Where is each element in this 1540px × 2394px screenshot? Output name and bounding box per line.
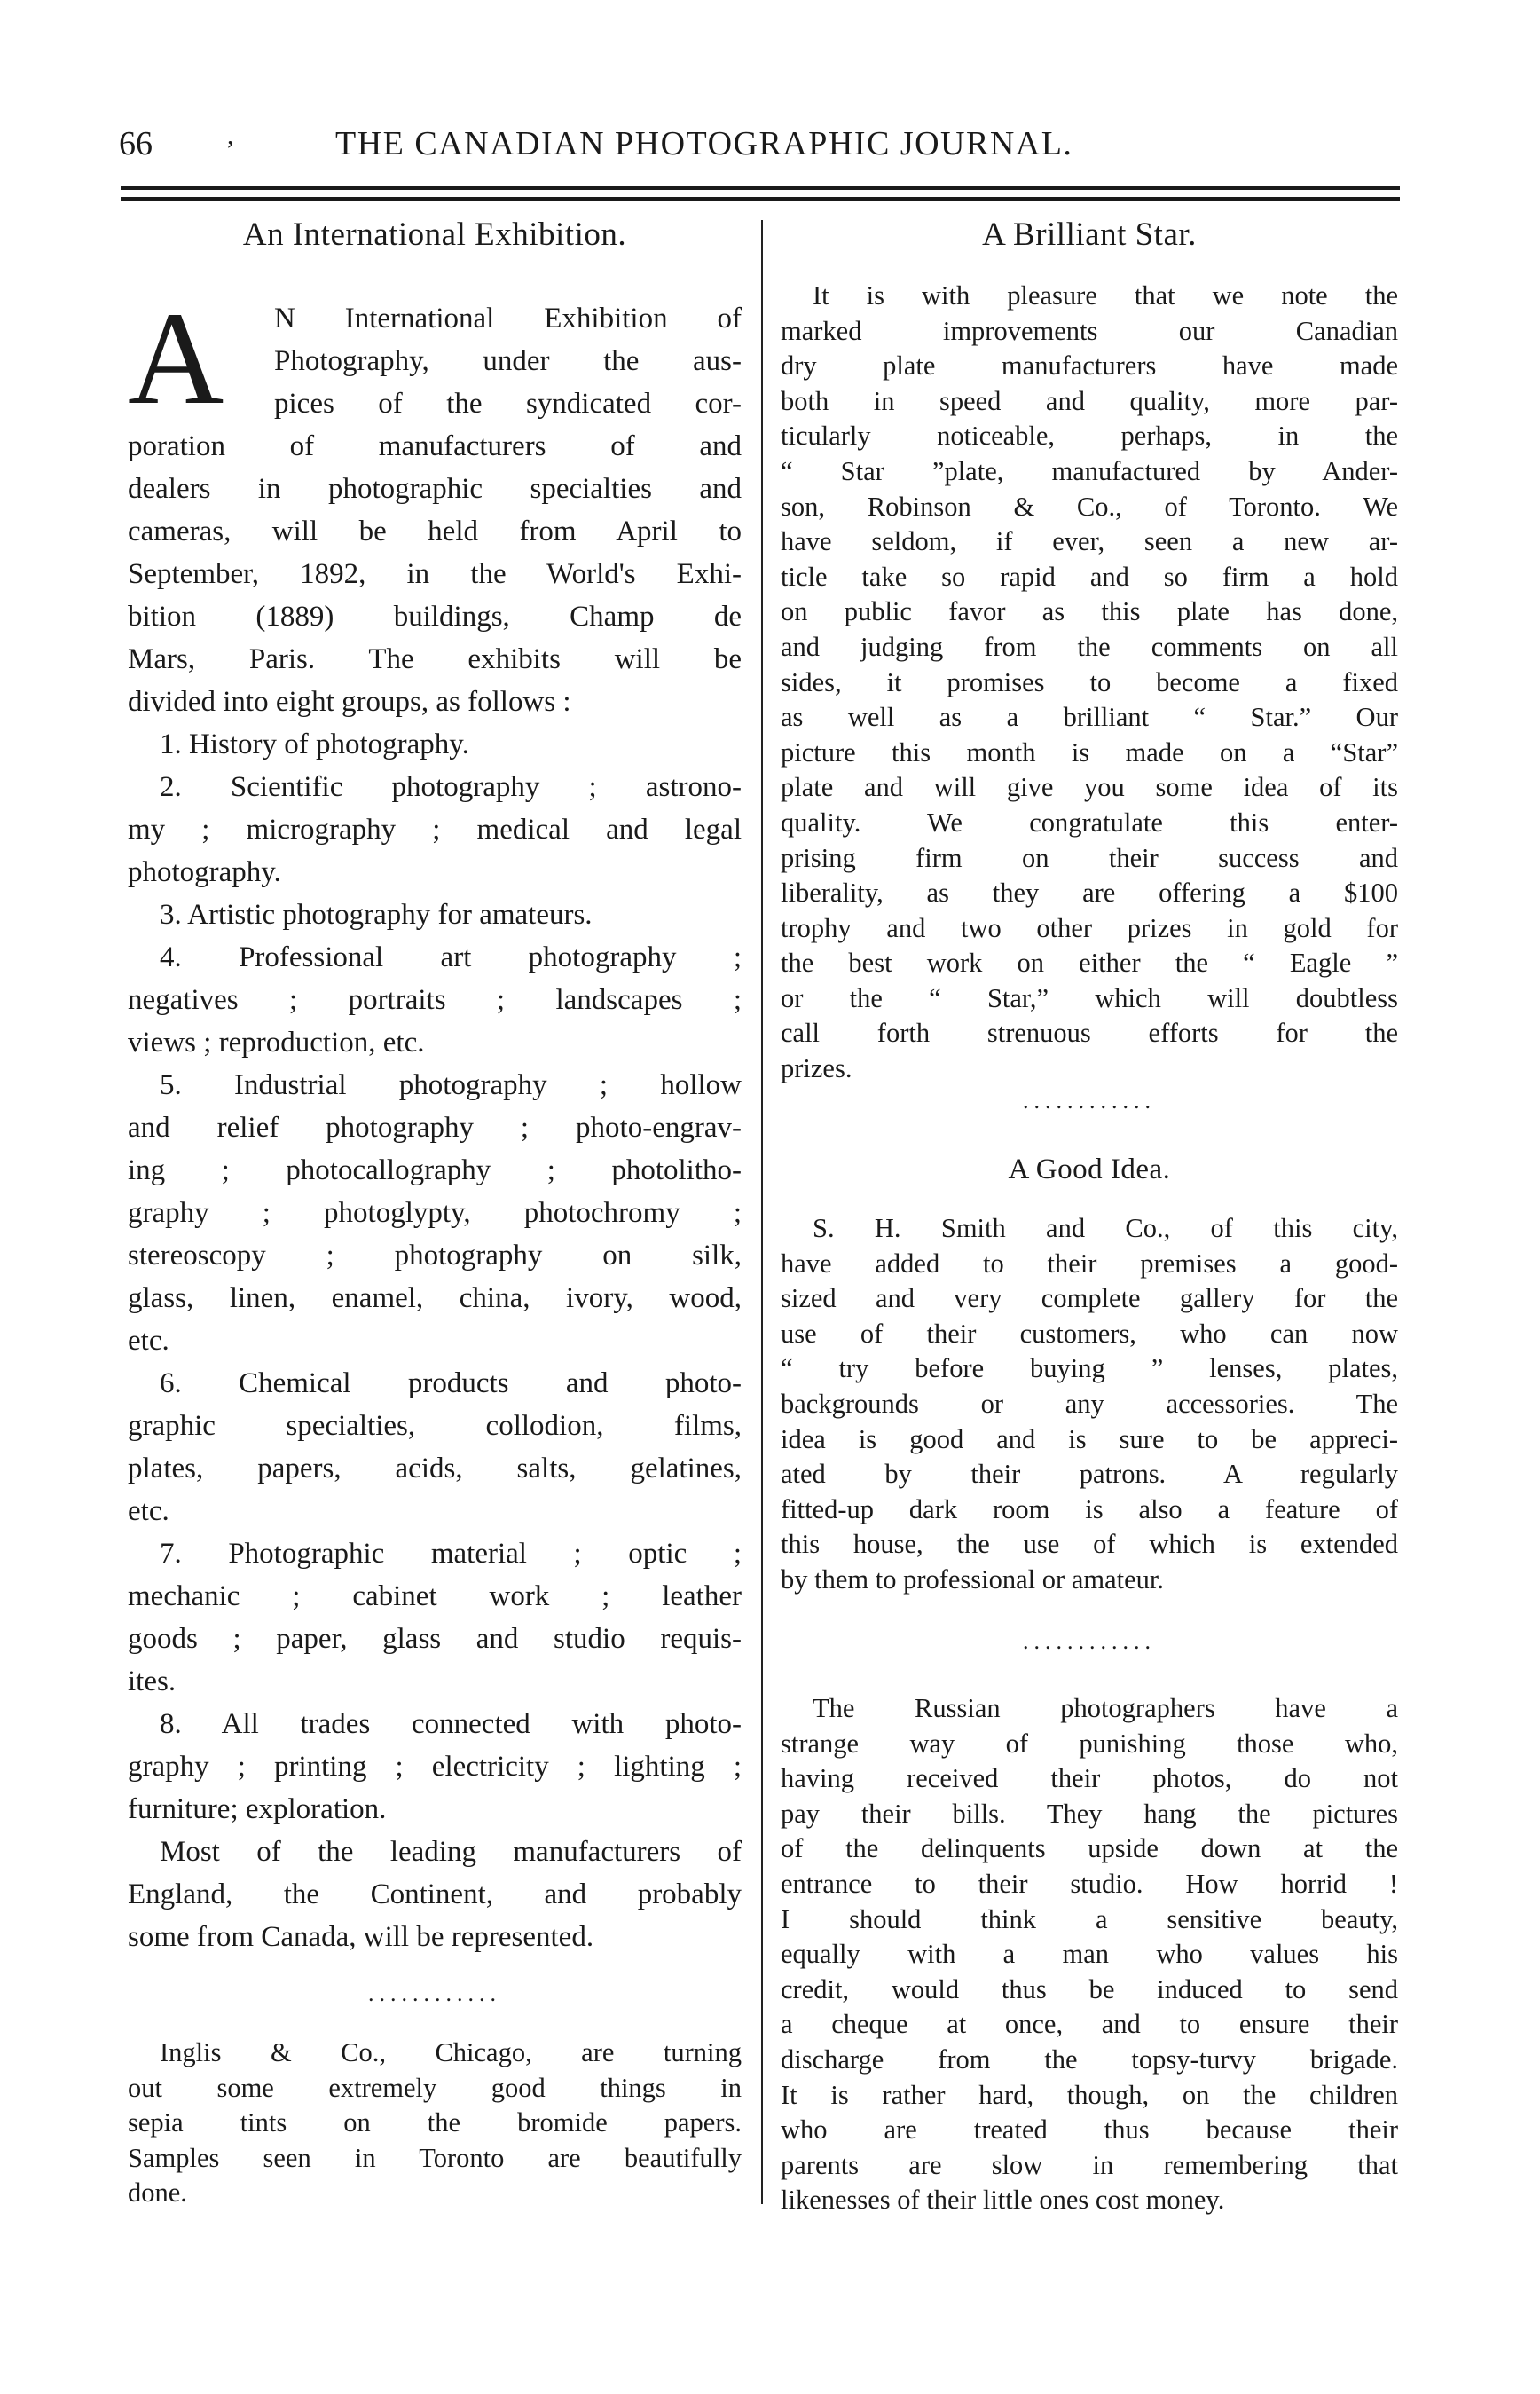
article-heading-exhibition: An International Exhibition. [242, 217, 627, 253]
text-line: pay their bills. They hang the pictures [781, 1798, 1398, 1829]
text-line: 2. Scientific photography ; astrono- [160, 771, 742, 803]
paragraph [128, 1064, 742, 1362]
text-line: “ try before buying ” lenses, plates, [781, 1353, 1398, 1384]
text-line: Samples seen in Toronto are beautifully [128, 2142, 742, 2173]
text-line: likenesses of their little ones cost money. [781, 2185, 1225, 2216]
text-line: ites. [128, 1666, 177, 1697]
text-line: 6. Chemical products and photo- [160, 1367, 742, 1399]
text-line: dry plate manufacturers have made [781, 350, 1398, 382]
text-line: ticularly noticeable, perhaps, in the [781, 421, 1398, 452]
journal-title: THE CANADIAN PHOTOGRAPHIC JOURNAL. [335, 125, 1073, 162]
separator-dots: ............ [1023, 1088, 1156, 1114]
left-column [128, 216, 742, 254]
text-line: Photography, under the aus- [274, 345, 742, 377]
text-line: S. H. Smith and Co., of this city, [813, 1213, 1398, 1243]
inglis-article [128, 2036, 742, 2211]
text-line: done. [128, 2177, 187, 2209]
paragraph [128, 1831, 742, 1958]
paragraph [128, 766, 742, 894]
text-line: call forth strenuous efforts for the [781, 1018, 1398, 1049]
text-line: out some extremely good things in [128, 2072, 742, 2103]
text-line: trophy and two other prizes in gold for [781, 912, 1398, 943]
text-line: both in speed and quality, more par- [781, 385, 1398, 416]
text-line: Mars, Paris. The exhibits will be [128, 643, 742, 675]
text-line: backgrounds or any accessories. The [781, 1388, 1398, 1419]
text-line: equally with a man who values his [781, 1939, 1398, 1970]
text-line: strange way of punishing those who, [781, 1728, 1398, 1759]
text-line: mechanic ; cabinet work ; leather [128, 1580, 742, 1612]
paragraph [128, 894, 742, 936]
text-line: sides, it promises to become a fixed [781, 666, 1398, 697]
heading-text: A Good Idea. [1008, 1154, 1171, 1185]
text-line: and judging from the comments on all [781, 631, 1398, 662]
text-line: It is with pleasure that we note the [813, 280, 1398, 311]
text-line: England, the Continent, and probably [128, 1878, 742, 1910]
text-line: 8. All trades connected with photo- [160, 1708, 742, 1740]
text-line: etc. [128, 1325, 169, 1357]
separator-dots: ............ [1023, 1628, 1156, 1654]
text-line: plate and will give you some idea of its [781, 772, 1398, 803]
column-divider [761, 220, 763, 2204]
text-line: son, Robinson & Co., of Toronto. We [781, 491, 1398, 522]
drop-cap: A [128, 285, 224, 432]
good-idea-article [781, 1211, 1398, 1598]
exhibition-groups [128, 723, 742, 1958]
russian-article [781, 1691, 1398, 2218]
text-line: quality. We congratulate this enter- [781, 807, 1398, 838]
text-line: have added to their premises a good- [781, 1248, 1398, 1279]
text-line: have seldom, if ever, seen a new ar- [781, 526, 1398, 557]
separator-dots: ............ [368, 1981, 501, 2006]
text-line: dealers in photographic specialties and [128, 473, 742, 505]
text-line: glass, linen, enamel, china, ivory, wood, [128, 1282, 742, 1314]
text-line: September, 1892, in the World's Exhi- [128, 558, 742, 590]
text-line: marked improvements our Canadian [781, 315, 1398, 346]
text-line: 5. Industrial photography ; hollow [160, 1069, 742, 1101]
paragraph [128, 1362, 742, 1532]
text-line: of the delinquents upside down at the [781, 1833, 1398, 1864]
text-line: prizes. [781, 1053, 852, 1084]
text-line: graphy ; photoglypty, photochromy ; [128, 1197, 742, 1229]
text-line: graphy ; printing ; electricity ; lighting ; [128, 1751, 742, 1783]
text-line: credit, would thus be induced to send [781, 1973, 1398, 2004]
text-line: by them to professional or amateur. [781, 1563, 1164, 1595]
text-line: photography. [128, 856, 281, 888]
text-line: and relief photography ; photo-engrav- [128, 1112, 742, 1144]
text-line: Most of the leading manufacturers of [160, 1836, 742, 1868]
text-line: It is rather hard, though, on the children [781, 2079, 1398, 2110]
text-line: pices of the syndicated cor- [274, 388, 742, 420]
text-line: on public favor as this plate has done, [781, 596, 1398, 627]
text-line: or the “ Star,” which will doubtless [781, 982, 1398, 1013]
paragraph [128, 723, 742, 766]
text-line: the best work on either the “ Eagle ” [781, 948, 1398, 979]
article-heading-star [781, 216, 1398, 254]
text-line: “ Star ”plate, manufactured by Ander- [781, 455, 1398, 486]
text-line: poration of manufacturers of and [128, 430, 742, 462]
text-line: 1. History of photography. [160, 728, 469, 760]
article-heading-good-idea [781, 1154, 1398, 1186]
page-number: 66 [119, 125, 153, 162]
text-line: this house, the use of which is extended [781, 1529, 1398, 1560]
brilliant-star-article [781, 279, 1398, 1087]
paragraph [128, 936, 742, 1064]
header-rule-bottom [121, 197, 1400, 201]
text-line: cameras, will be held from April to [128, 516, 742, 547]
text-line: furniture; exploration. [128, 1793, 387, 1825]
exhibition-article [128, 285, 742, 1958]
text-line: Inglis & Co., Chicago, are turning [160, 2037, 742, 2067]
text-line: discharge from the topsy-turvy brigade. [781, 2044, 1398, 2075]
text-line: parents are slow in remembering that [781, 2149, 1398, 2180]
text-line: N International Exhibition of [274, 303, 742, 335]
text-line: who are treated thus because their [781, 2114, 1398, 2146]
text-line: liberality, as they are offering a $100 [781, 878, 1398, 909]
text-line: ated by their patrons. A regularly [781, 1459, 1398, 1490]
text-line: etc. [128, 1495, 169, 1527]
text-line: plates, papers, acids, salts, gelatines, [128, 1453, 742, 1484]
text-line: divided into eight groups, as follows : [128, 686, 571, 718]
text-line: as well as a brilliant “ Star.” Our [781, 702, 1398, 733]
text-line: entrance to their studio. How horrid ! [781, 1868, 1398, 1899]
text-line: idea is good and is sure to be appreci- [781, 1423, 1398, 1454]
text-line: sepia tints on the bromide papers. [128, 2107, 742, 2138]
text-line: a cheque at once, and to ensure their [781, 2009, 1398, 2040]
text-line: goods ; paper, glass and studio requis- [128, 1623, 742, 1655]
text-line: ticle take so rapid and so firm a hold [781, 561, 1398, 592]
text-line: stereoscopy ; photography on silk, [128, 1240, 742, 1272]
text-line: picture this month is made on a “Star” [781, 736, 1398, 768]
text-line: having received their photos, do not [781, 1763, 1398, 1794]
text-line: use of their customers, who can now [781, 1318, 1398, 1349]
text-line: sized and very complete gallery for the [781, 1283, 1398, 1314]
text-line: 7. Photographic material ; optic ; [160, 1538, 742, 1570]
text-line: views ; reproduction, etc. [128, 1027, 425, 1059]
text-line: graphic specialties, collodion, films, [128, 1410, 742, 1442]
text-line: ing ; photocallography ; photolitho- [128, 1154, 742, 1186]
paragraph [128, 1532, 742, 1703]
text-line: 4. Professional art photography ; [160, 941, 742, 973]
text-line: I should think a sensitive beauty, [781, 1903, 1398, 1934]
text-line: The Russian photographers have a [813, 1693, 1398, 1723]
text-line: 3. Artistic photography for amateurs. [160, 899, 593, 931]
text-line: my ; micrography ; medical and legal [128, 814, 742, 846]
print-mark: , [227, 121, 234, 150]
text-line: prising firm on their success and [781, 842, 1398, 873]
heading-text: A Brilliant Star. [982, 217, 1197, 253]
text-line: negatives ; portraits ; landscapes ; [128, 984, 742, 1016]
text-line: bition (1889) buildings, Champ de [128, 601, 742, 633]
text-line: fitted-up dark room is also a feature of [781, 1493, 1398, 1524]
text-line: some from Canada, will be represented. [128, 1921, 594, 1953]
header-rule-top [121, 186, 1400, 190]
paragraph [128, 1703, 742, 1831]
